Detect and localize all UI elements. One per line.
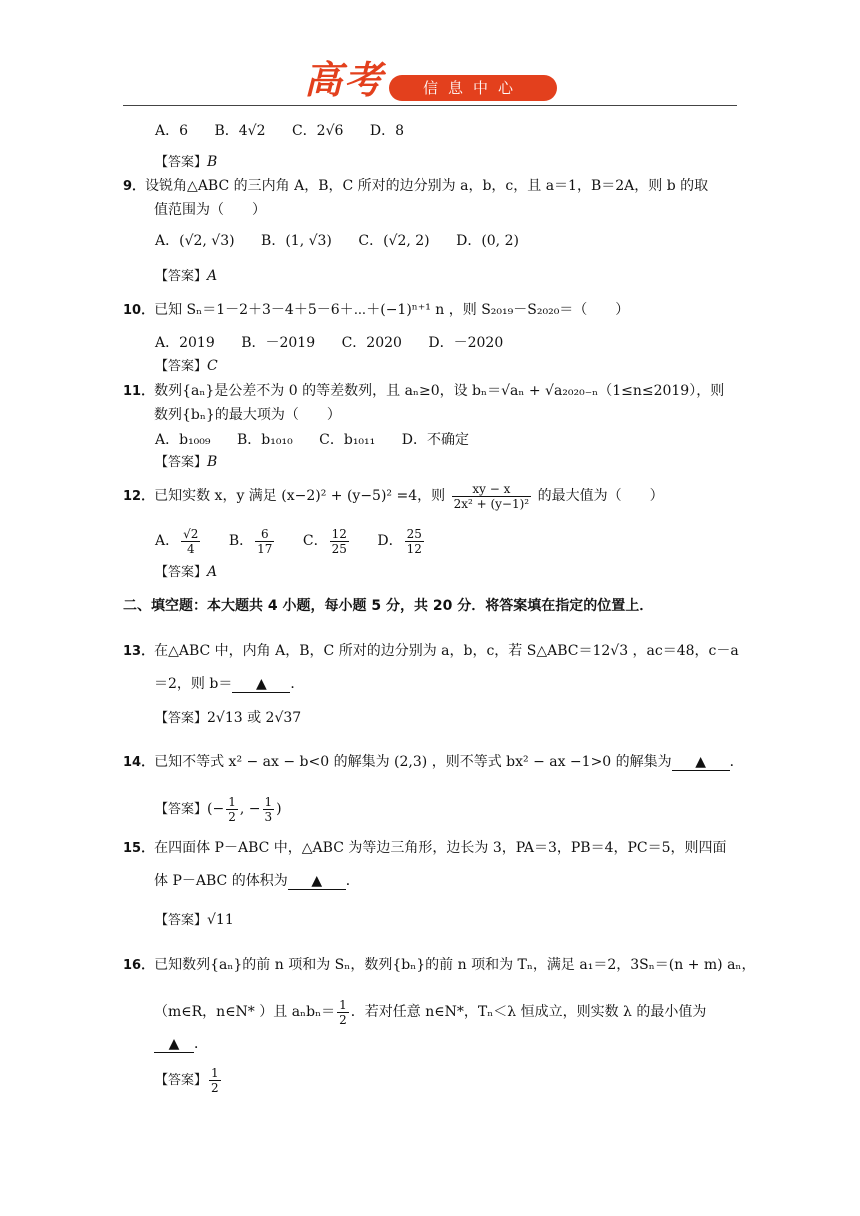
q16-stem-line1 (123, 955, 756, 976)
q10-options (155, 333, 525, 353)
q16-stem-line3 (154, 1034, 208, 1054)
fraction-numerator: 1 (264, 794, 273, 809)
fraction-denominator: 12 (406, 541, 422, 556)
fraction-denominator: 3 (264, 809, 273, 824)
q16-stem-post2: ． (194, 1036, 208, 1052)
option-label: D． (377, 533, 403, 549)
answer-label: 【答案】 (155, 455, 208, 470)
q10-answer (155, 356, 218, 377)
answer-paren-open: (− (207, 801, 225, 817)
answer-blank: ▲ (232, 676, 290, 693)
option-label: B． (228, 533, 254, 549)
answer-label: 【答案】 (155, 565, 208, 580)
q16-answer (155, 1062, 223, 1098)
q15-stem-text: 在四面体 P－ABC 中，△ABC 为等边三角形，边长为 3，PA＝3，PB＝4，PC＝5，则四面 (154, 840, 727, 856)
answer-fraction (209, 1066, 221, 1095)
question-number: 12． (123, 489, 155, 504)
answer-value: 2√13 或 2√37 (207, 710, 302, 726)
q11-option-b: B．b₁₀₁₀ (236, 432, 293, 448)
q16-stem-post: ．若对任意 n∈N*，Tₙ＜λ 恒成立，则实数 λ 的最小值为 (350, 1004, 707, 1020)
q12-stem-post: 的最大值为（ ） (537, 488, 664, 504)
q14-stem (123, 752, 744, 773)
logo-sub-pill: 信息中心 (389, 75, 557, 101)
answer-blank: ▲ (672, 754, 730, 771)
q15-stem-pre: 体 P－ABC 的体积为 (154, 873, 288, 889)
answer-value: √11 (207, 912, 234, 928)
fraction-numerator: xy − x (452, 482, 532, 497)
q15-stem-line2 (154, 871, 360, 891)
question-number: 16． (123, 958, 155, 973)
answer-label: 【答案】 (155, 1073, 208, 1088)
q8-option-a: A．6 (155, 123, 189, 139)
q13-stem-line2 (154, 674, 304, 694)
answer-blank: ▲ (288, 873, 346, 890)
q12-answer (155, 562, 217, 583)
q12-option-c (303, 523, 351, 559)
option-label: C． (302, 533, 328, 549)
section2-title: 二、填空题：本大题共 4 小题，每小题 5 分，共 20 分．将答案填在指定的位置上． (123, 598, 654, 614)
q11-answer (155, 452, 217, 473)
fraction-denominator: 4 (186, 541, 195, 556)
fraction-denominator: 2 (339, 1012, 347, 1027)
q12-stem-pre: 已知实数 x，y 满足 (x−2)² + (y−5)² =4，则 (154, 488, 446, 504)
q10-stem-text: 已知 Sₙ＝1－2＋3－4＋5－6＋⋯＋(−1)ⁿ⁺¹ n ，则 S₂₀₁₉－S₂₀₂₀＝（ ） (154, 302, 630, 318)
q13-stem-post: ． (290, 676, 305, 692)
question-number: 15． (123, 841, 155, 856)
question-number: 11． (123, 384, 155, 399)
answer-blank: ▲ (154, 1036, 194, 1053)
answer-value: A (207, 268, 218, 284)
answer-value: B (207, 154, 218, 170)
q12-options (155, 523, 448, 559)
q14-stem-post: ． (729, 754, 744, 770)
answer-label: 【答案】 (155, 913, 208, 928)
q9-option-a: A．(√2, √3) (155, 233, 235, 249)
answer-value: C (207, 358, 218, 374)
q12-option-a (155, 523, 202, 559)
answer-label: 【答案】 (155, 155, 208, 170)
logo-main-text: 高考 (304, 58, 385, 102)
q13-stem-text: 在△ABC 中，内角 A，B，C 所对的边分别为 a，b，c，若 S△ABC＝12√3 ，ac＝48，c－a (154, 643, 739, 659)
question-number: 14． (123, 755, 155, 770)
q8-option-b: B．4√2 (214, 123, 266, 139)
q11-option-c: C．b₁₀₁₁ (319, 432, 376, 448)
fraction-numerator: 25 (406, 526, 422, 541)
fraction-numerator: √2 (183, 526, 199, 541)
q10-option-c: C．2020 (341, 335, 402, 351)
answer-value: B (207, 454, 218, 470)
q16-stem-pre: （m∈R，n∈N* ）且 aₙbₙ＝ (154, 1004, 336, 1020)
q8-answer (155, 152, 217, 173)
q13-answer (155, 708, 301, 729)
q12-fraction (452, 482, 532, 511)
q12-stem (123, 476, 664, 516)
fraction-denominator: 2 (211, 1080, 219, 1095)
q14-answer (155, 791, 282, 827)
q11-option-d: D．不确定 (401, 432, 469, 448)
fraction-denominator: 2 (228, 809, 236, 824)
header-rule (123, 105, 737, 106)
fraction-numerator: 12 (331, 526, 347, 541)
q15-answer (155, 910, 234, 931)
q9-answer (155, 266, 217, 287)
answer-label: 【答案】 (155, 269, 208, 284)
q9-options (155, 231, 541, 251)
q9-option-d: D．(0, 2) (456, 233, 519, 249)
question-number: 10． (123, 303, 155, 318)
fraction-numerator: 1 (339, 997, 347, 1012)
q12-option-b (229, 523, 277, 559)
q9-option-b: B．(1, √3) (261, 233, 332, 249)
fraction-denominator: 25 (331, 541, 347, 556)
q13-stem-line1 (123, 641, 739, 662)
q15-stem-post: ． (345, 873, 360, 889)
option-fraction (181, 527, 200, 556)
q9-stem-text: 设锐角△ABC 的三内角 A，B，C 所对的边分别为 a，b，c，且 a＝1，B＝2A，则 b 的取 (145, 178, 709, 194)
q10-stem (123, 300, 629, 321)
q9-stem-line2: 值范围为（ ） (154, 202, 266, 218)
q9-option-c: C．(√2, 2) (358, 233, 430, 249)
q15-stem-line1 (123, 838, 727, 859)
fraction-numerator: 1 (211, 1065, 219, 1080)
header-banner (123, 58, 737, 106)
fraction-numerator: 6 (255, 527, 274, 542)
answer-fraction-1 (226, 795, 238, 824)
answer-label: 【答案】 (155, 711, 208, 726)
q11-option-a: A．b₁₀₀₉ (155, 432, 211, 448)
q11-stem-line2: 数列{bₙ}的最大项为（ ） (154, 407, 341, 423)
answer-separator: , − (239, 801, 261, 817)
question-number: 9． (123, 179, 146, 194)
answer-value: A (207, 564, 218, 580)
option-fraction (330, 527, 349, 556)
q11-options (155, 430, 491, 450)
q16-stem-text: 已知数列{aₙ}的前 n 项和为 Sₙ，数列{bₙ}的前 n 项和为 Tₙ，满足 a₁＝2，3Sₙ＝(n + m) aₙ， (154, 957, 756, 973)
q8-option-d: D．8 (369, 123, 405, 139)
q16-fraction (337, 998, 349, 1027)
answer-label: 【答案】 (155, 802, 208, 817)
q16-stem-line2 (154, 994, 706, 1030)
q8-options (155, 121, 426, 141)
q9-stem-line1 (123, 176, 708, 197)
fraction-denominator: 2x² + (y−1)² (453, 496, 530, 511)
answer-label: 【答案】 (155, 359, 208, 374)
fraction-denominator: 17 (257, 541, 273, 556)
option-fraction (405, 527, 424, 556)
q10-option-b: B．－2019 (241, 335, 316, 351)
q8-option-c: C．2√6 (291, 123, 344, 139)
option-fraction (255, 527, 274, 556)
q11-stem-line1 (123, 381, 724, 402)
answer-fraction-2 (263, 795, 275, 824)
q13-stem-pre: ＝2，则 b＝ (154, 676, 233, 692)
fraction-numerator: 1 (228, 794, 236, 809)
question-number: 13． (123, 644, 155, 659)
q14-stem-text: 已知不等式 x² − ax − b<0 的解集为 (2,3) ，则不等式 bx² − ax −1>0 的解集为 (154, 754, 672, 770)
q10-option-a: A．2019 (155, 335, 215, 351)
q12-option-d (377, 523, 426, 559)
q11-stem-text: 数列{aₙ}是公差不为 0 的等差数列，且 aₙ≥0，设 bₙ＝√aₙ + √a₂₀₂₀₋ₙ（1≤n≤2019），则 (154, 383, 725, 399)
q10-option-d: D．－2020 (428, 335, 504, 351)
answer-paren-close: ) (276, 801, 282, 817)
option-label: A． (155, 533, 180, 549)
